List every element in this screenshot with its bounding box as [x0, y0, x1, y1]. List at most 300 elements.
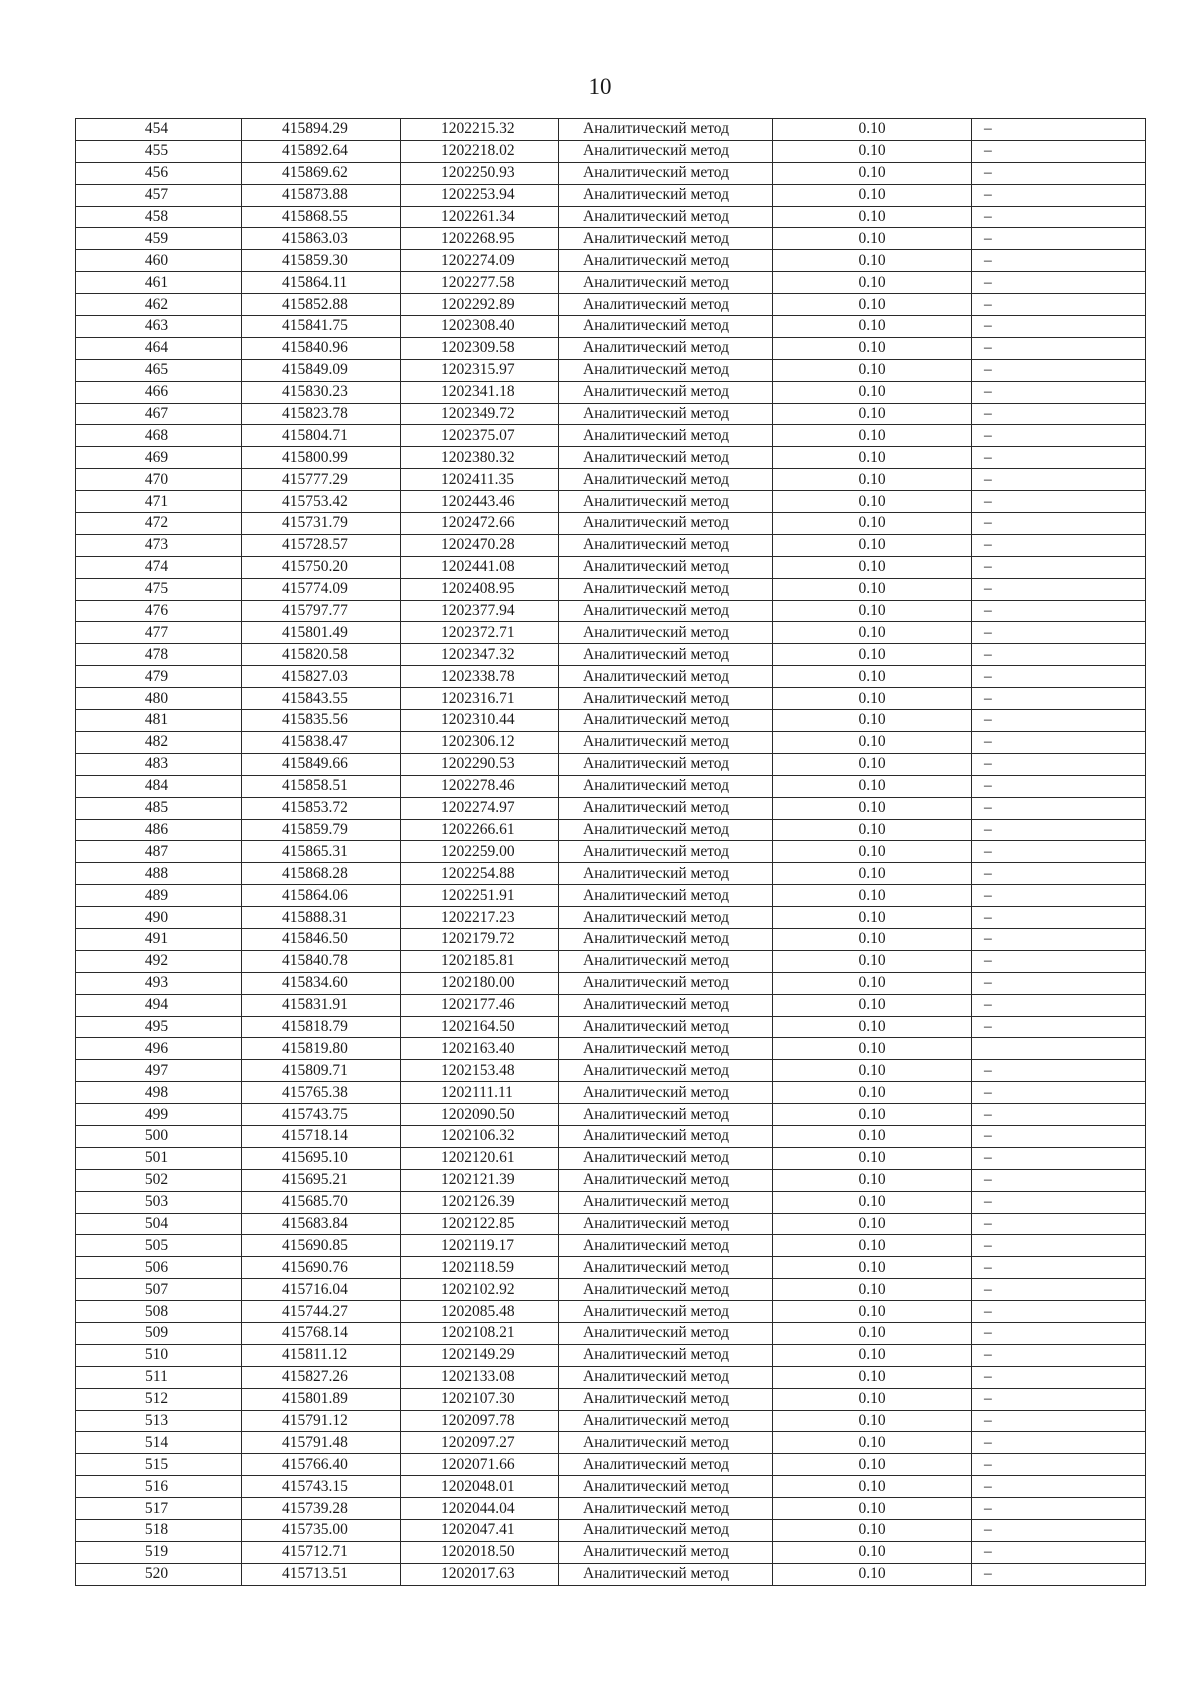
x-coordinate-cell: 415892.64 [242, 140, 401, 162]
y-coordinate-cell: 1202308.40 [401, 316, 559, 338]
x-coordinate-cell: 415718.14 [242, 1125, 401, 1147]
accuracy-cell: 0.10 [773, 140, 972, 162]
method-cell: Аналитический метод [559, 381, 773, 403]
x-coordinate-cell: 415690.85 [242, 1235, 401, 1257]
method-cell: Аналитический метод [559, 140, 773, 162]
accuracy-cell: 0.10 [773, 228, 972, 250]
x-coordinate-cell: 415841.75 [242, 316, 401, 338]
y-coordinate-cell: 1202097.78 [401, 1410, 559, 1432]
y-coordinate-cell: 1202218.02 [401, 140, 559, 162]
note-cell: – [972, 1476, 1146, 1498]
method-cell: Аналитический метод [559, 797, 773, 819]
note-cell: – [972, 140, 1146, 162]
x-coordinate-cell: 415744.27 [242, 1301, 401, 1323]
point-number-cell: 462 [76, 294, 242, 316]
note-cell: – [972, 928, 1146, 950]
point-number-cell: 501 [76, 1147, 242, 1169]
method-cell: Аналитический метод [559, 1104, 773, 1126]
accuracy-cell: 0.10 [773, 1388, 972, 1410]
accuracy-cell: 0.10 [773, 1257, 972, 1279]
accuracy-cell: 0.10 [773, 513, 972, 535]
x-coordinate-cell: 415834.60 [242, 972, 401, 994]
table-row [76, 425, 1146, 447]
x-coordinate-cell: 415797.77 [242, 600, 401, 622]
accuracy-cell: 0.10 [773, 797, 972, 819]
table-row [76, 1235, 1146, 1257]
accuracy-cell: 0.10 [773, 863, 972, 885]
accuracy-cell: 0.10 [773, 666, 972, 688]
accuracy-cell: 0.10 [773, 491, 972, 513]
method-cell: Аналитический метод [559, 119, 773, 141]
point-number-cell: 496 [76, 1038, 242, 1060]
table-row [76, 1388, 1146, 1410]
accuracy-cell: 0.10 [773, 1038, 972, 1060]
note-cell: – [972, 447, 1146, 469]
accuracy-cell: 0.10 [773, 1213, 972, 1235]
note-cell: – [972, 1410, 1146, 1432]
method-cell: Аналитический метод [559, 162, 773, 184]
point-number-cell: 513 [76, 1410, 242, 1432]
accuracy-cell: 0.10 [773, 1344, 972, 1366]
table-row [76, 1541, 1146, 1563]
y-coordinate-cell: 1202341.18 [401, 381, 559, 403]
x-coordinate-cell: 415818.79 [242, 1016, 401, 1038]
y-coordinate-cell: 1202377.94 [401, 600, 559, 622]
point-number-cell: 463 [76, 316, 242, 338]
table-row [76, 119, 1146, 141]
point-number-cell: 512 [76, 1388, 242, 1410]
note-cell: – [972, 841, 1146, 863]
note-cell: – [972, 1082, 1146, 1104]
table-row [76, 644, 1146, 666]
note-cell: – [972, 1388, 1146, 1410]
accuracy-cell: 0.10 [773, 1147, 972, 1169]
x-coordinate-cell: 415753.42 [242, 491, 401, 513]
x-coordinate-cell: 415695.21 [242, 1169, 401, 1191]
table-row [76, 972, 1146, 994]
method-cell: Аналитический метод [559, 994, 773, 1016]
method-cell: Аналитический метод [559, 972, 773, 994]
accuracy-cell: 0.10 [773, 162, 972, 184]
point-number-cell: 482 [76, 731, 242, 753]
y-coordinate-cell: 1202250.93 [401, 162, 559, 184]
accuracy-cell: 0.10 [773, 272, 972, 294]
table-row [76, 1520, 1146, 1542]
note-cell: – [972, 775, 1146, 797]
point-number-cell: 510 [76, 1344, 242, 1366]
point-number-cell: 457 [76, 184, 242, 206]
x-coordinate-cell: 415864.06 [242, 885, 401, 907]
table-row [76, 797, 1146, 819]
accuracy-cell: 0.10 [773, 1476, 972, 1498]
point-number-cell: 511 [76, 1366, 242, 1388]
x-coordinate-cell: 415791.48 [242, 1432, 401, 1454]
x-coordinate-cell: 415735.00 [242, 1520, 401, 1542]
y-coordinate-cell: 1202274.97 [401, 797, 559, 819]
note-cell: – [972, 162, 1146, 184]
point-number-cell: 454 [76, 119, 242, 141]
note-cell: – [972, 403, 1146, 425]
table-row [76, 272, 1146, 294]
x-coordinate-cell: 415888.31 [242, 907, 401, 929]
note-cell: – [972, 885, 1146, 907]
point-number-cell: 497 [76, 1060, 242, 1082]
y-coordinate-cell: 1202121.39 [401, 1169, 559, 1191]
y-coordinate-cell: 1202215.32 [401, 119, 559, 141]
note-cell: – [972, 1541, 1146, 1563]
x-coordinate-cell: 415809.71 [242, 1060, 401, 1082]
x-coordinate-cell: 415774.09 [242, 578, 401, 600]
x-coordinate-cell: 415683.84 [242, 1213, 401, 1235]
x-coordinate-cell: 415831.91 [242, 994, 401, 1016]
x-coordinate-cell: 415827.03 [242, 666, 401, 688]
y-coordinate-cell: 1202443.46 [401, 491, 559, 513]
table-row [76, 513, 1146, 535]
point-number-cell: 516 [76, 1476, 242, 1498]
y-coordinate-cell: 1202217.23 [401, 907, 559, 929]
note-cell: – [972, 972, 1146, 994]
point-number-cell: 477 [76, 622, 242, 644]
accuracy-cell: 0.10 [773, 994, 972, 1016]
y-coordinate-cell: 1202018.50 [401, 1541, 559, 1563]
accuracy-cell: 0.10 [773, 1322, 972, 1344]
method-cell: Аналитический метод [559, 491, 773, 513]
note-cell: – [972, 1257, 1146, 1279]
x-coordinate-cell: 415873.88 [242, 184, 401, 206]
note-cell: – [972, 337, 1146, 359]
x-coordinate-cell: 415743.75 [242, 1104, 401, 1126]
table-row [76, 885, 1146, 907]
method-cell: Аналитический метод [559, 1541, 773, 1563]
y-coordinate-cell: 1202118.59 [401, 1257, 559, 1279]
method-cell: Аналитический метод [559, 950, 773, 972]
y-coordinate-cell: 1202268.95 [401, 228, 559, 250]
x-coordinate-cell: 415868.55 [242, 206, 401, 228]
table-row [76, 1169, 1146, 1191]
note-cell: – [972, 1432, 1146, 1454]
y-coordinate-cell: 1202106.32 [401, 1125, 559, 1147]
x-coordinate-cell: 415713.51 [242, 1563, 401, 1585]
method-cell: Аналитический метод [559, 1060, 773, 1082]
point-number-cell: 460 [76, 250, 242, 272]
table-row [76, 907, 1146, 929]
method-cell: Аналитический метод [559, 513, 773, 535]
point-number-cell: 506 [76, 1257, 242, 1279]
accuracy-cell: 0.10 [773, 1432, 972, 1454]
x-coordinate-cell: 415849.09 [242, 359, 401, 381]
y-coordinate-cell: 1202119.17 [401, 1235, 559, 1257]
note-cell: – [972, 863, 1146, 885]
table-row [76, 1257, 1146, 1279]
table-row [76, 206, 1146, 228]
note-cell: – [972, 1213, 1146, 1235]
method-cell: Аналитический метод [559, 666, 773, 688]
method-cell: Аналитический метод [559, 1563, 773, 1585]
x-coordinate-cell: 415800.99 [242, 447, 401, 469]
accuracy-cell: 0.10 [773, 775, 972, 797]
x-coordinate-cell: 415743.15 [242, 1476, 401, 1498]
table-row [76, 162, 1146, 184]
accuracy-cell: 0.10 [773, 710, 972, 732]
accuracy-cell: 0.10 [773, 753, 972, 775]
x-coordinate-cell: 415777.29 [242, 469, 401, 491]
note-cell: – [972, 294, 1146, 316]
x-coordinate-cell: 415852.88 [242, 294, 401, 316]
method-cell: Аналитический метод [559, 1235, 773, 1257]
table-row [76, 337, 1146, 359]
note-cell: – [972, 819, 1146, 841]
note-cell: – [972, 184, 1146, 206]
method-cell: Аналитический метод [559, 184, 773, 206]
table-row [76, 841, 1146, 863]
note-cell: – [972, 907, 1146, 929]
y-coordinate-cell: 1202470.28 [401, 534, 559, 556]
method-cell: Аналитический метод [559, 841, 773, 863]
point-number-cell: 461 [76, 272, 242, 294]
method-cell: Аналитический метод [559, 1410, 773, 1432]
note-cell: – [972, 1454, 1146, 1476]
table-row [76, 1038, 1146, 1060]
y-coordinate-cell: 1202111.11 [401, 1082, 559, 1104]
method-cell: Аналитический метод [559, 578, 773, 600]
table-row [76, 710, 1146, 732]
note-cell: – [972, 513, 1146, 535]
accuracy-cell: 0.10 [773, 1016, 972, 1038]
note-cell: – [972, 1520, 1146, 1542]
method-cell: Аналитический метод [559, 1454, 773, 1476]
accuracy-cell: 0.10 [773, 950, 972, 972]
accuracy-cell: 0.10 [773, 1082, 972, 1104]
x-coordinate-cell: 415685.70 [242, 1191, 401, 1213]
x-coordinate-cell: 415859.30 [242, 250, 401, 272]
point-number-cell: 491 [76, 928, 242, 950]
x-coordinate-cell: 415863.03 [242, 228, 401, 250]
accuracy-cell: 0.10 [773, 1498, 972, 1520]
table-row [76, 950, 1146, 972]
point-number-cell: 458 [76, 206, 242, 228]
note-cell: – [972, 381, 1146, 403]
y-coordinate-cell: 1202315.97 [401, 359, 559, 381]
method-cell: Аналитический метод [559, 644, 773, 666]
point-number-cell: 517 [76, 1498, 242, 1520]
point-number-cell: 465 [76, 359, 242, 381]
method-cell: Аналитический метод [559, 250, 773, 272]
note-cell [972, 1038, 1146, 1060]
x-coordinate-cell: 415712.71 [242, 1541, 401, 1563]
x-coordinate-cell: 415868.28 [242, 863, 401, 885]
note-cell: – [972, 1344, 1146, 1366]
point-number-cell: 515 [76, 1454, 242, 1476]
note-cell: – [972, 534, 1146, 556]
note-cell: – [972, 994, 1146, 1016]
y-coordinate-cell: 1202149.29 [401, 1344, 559, 1366]
x-coordinate-cell: 415830.23 [242, 381, 401, 403]
y-coordinate-cell: 1202163.40 [401, 1038, 559, 1060]
point-number-cell: 492 [76, 950, 242, 972]
method-cell: Аналитический метод [559, 1388, 773, 1410]
coordinates-table [75, 118, 1146, 1586]
point-number-cell: 455 [76, 140, 242, 162]
x-coordinate-cell: 415766.40 [242, 1454, 401, 1476]
method-cell: Аналитический метод [559, 206, 773, 228]
method-cell: Аналитический метод [559, 1520, 773, 1542]
method-cell: Аналитический метод [559, 556, 773, 578]
table-row [76, 688, 1146, 710]
method-cell: Аналитический метод [559, 1125, 773, 1147]
table-row [76, 1191, 1146, 1213]
y-coordinate-cell: 1202071.66 [401, 1454, 559, 1476]
y-coordinate-cell: 1202048.01 [401, 1476, 559, 1498]
y-coordinate-cell: 1202185.81 [401, 950, 559, 972]
x-coordinate-cell: 415858.51 [242, 775, 401, 797]
table-row [76, 753, 1146, 775]
table-row [76, 1476, 1146, 1498]
method-cell: Аналитический метод [559, 885, 773, 907]
x-coordinate-cell: 415835.56 [242, 710, 401, 732]
table-row [76, 447, 1146, 469]
table-row [76, 1432, 1146, 1454]
y-coordinate-cell: 1202347.32 [401, 644, 559, 666]
accuracy-cell: 0.10 [773, 841, 972, 863]
accuracy-cell: 0.10 [773, 731, 972, 753]
point-number-cell: 484 [76, 775, 242, 797]
table-row [76, 228, 1146, 250]
note-cell: – [972, 469, 1146, 491]
x-coordinate-cell: 415853.72 [242, 797, 401, 819]
y-coordinate-cell: 1202274.09 [401, 250, 559, 272]
coordinates-table-body [76, 119, 1146, 1586]
method-cell: Аналитический метод [559, 1366, 773, 1388]
accuracy-cell: 0.10 [773, 644, 972, 666]
method-cell: Аналитический метод [559, 1038, 773, 1060]
table-row [76, 1147, 1146, 1169]
x-coordinate-cell: 415728.57 [242, 534, 401, 556]
table-row [76, 316, 1146, 338]
table-row [76, 819, 1146, 841]
note-cell: – [972, 1279, 1146, 1301]
note-cell: – [972, 688, 1146, 710]
method-cell: Аналитический метод [559, 622, 773, 644]
accuracy-cell: 0.10 [773, 1104, 972, 1126]
x-coordinate-cell: 415823.78 [242, 403, 401, 425]
x-coordinate-cell: 415820.58 [242, 644, 401, 666]
note-cell: – [972, 644, 1146, 666]
x-coordinate-cell: 415864.11 [242, 272, 401, 294]
table-row [76, 140, 1146, 162]
accuracy-cell: 0.10 [773, 206, 972, 228]
accuracy-cell: 0.10 [773, 425, 972, 447]
accuracy-cell: 0.10 [773, 1541, 972, 1563]
point-number-cell: 508 [76, 1301, 242, 1323]
point-number-cell: 489 [76, 885, 242, 907]
y-coordinate-cell: 1202097.27 [401, 1432, 559, 1454]
y-coordinate-cell: 1202411.35 [401, 469, 559, 491]
table-row [76, 1082, 1146, 1104]
point-number-cell: 468 [76, 425, 242, 447]
method-cell: Аналитический метод [559, 907, 773, 929]
accuracy-cell: 0.10 [773, 622, 972, 644]
x-coordinate-cell: 415865.31 [242, 841, 401, 863]
y-coordinate-cell: 1202306.12 [401, 731, 559, 753]
point-number-cell: 470 [76, 469, 242, 491]
y-coordinate-cell: 1202253.94 [401, 184, 559, 206]
note-cell: – [972, 1322, 1146, 1344]
note-cell: – [972, 797, 1146, 819]
y-coordinate-cell: 1202133.08 [401, 1366, 559, 1388]
x-coordinate-cell: 415731.79 [242, 513, 401, 535]
x-coordinate-cell: 415838.47 [242, 731, 401, 753]
method-cell: Аналитический метод [559, 272, 773, 294]
x-coordinate-cell: 415894.29 [242, 119, 401, 141]
method-cell: Аналитический метод [559, 447, 773, 469]
x-coordinate-cell: 415716.04 [242, 1279, 401, 1301]
note-cell: – [972, 622, 1146, 644]
point-number-cell: 514 [76, 1432, 242, 1454]
y-coordinate-cell: 1202044.04 [401, 1498, 559, 1520]
y-coordinate-cell: 1202085.48 [401, 1301, 559, 1323]
point-number-cell: 499 [76, 1104, 242, 1126]
point-number-cell: 495 [76, 1016, 242, 1038]
accuracy-cell: 0.10 [773, 316, 972, 338]
note-cell: – [972, 491, 1146, 513]
y-coordinate-cell: 1202179.72 [401, 928, 559, 950]
note-cell: – [972, 1366, 1146, 1388]
accuracy-cell: 0.10 [773, 184, 972, 206]
note-cell: – [972, 1191, 1146, 1213]
method-cell: Аналитический метод [559, 1279, 773, 1301]
y-coordinate-cell: 1202277.58 [401, 272, 559, 294]
note-cell: – [972, 1563, 1146, 1585]
method-cell: Аналитический метод [559, 928, 773, 950]
point-number-cell: 494 [76, 994, 242, 1016]
table-row [76, 775, 1146, 797]
note-cell: – [972, 753, 1146, 775]
method-cell: Аналитический метод [559, 775, 773, 797]
point-number-cell: 474 [76, 556, 242, 578]
x-coordinate-cell: 415801.49 [242, 622, 401, 644]
x-coordinate-cell: 415811.12 [242, 1344, 401, 1366]
table-row [76, 1060, 1146, 1082]
method-cell: Аналитический метод [559, 1016, 773, 1038]
accuracy-cell: 0.10 [773, 1301, 972, 1323]
method-cell: Аналитический метод [559, 819, 773, 841]
accuracy-cell: 0.10 [773, 447, 972, 469]
accuracy-cell: 0.10 [773, 1563, 972, 1585]
method-cell: Аналитический метод [559, 359, 773, 381]
point-number-cell: 479 [76, 666, 242, 688]
point-number-cell: 488 [76, 863, 242, 885]
point-number-cell: 481 [76, 710, 242, 732]
accuracy-cell: 0.10 [773, 885, 972, 907]
note-cell: – [972, 666, 1146, 688]
table-row [76, 1301, 1146, 1323]
accuracy-cell: 0.10 [773, 1366, 972, 1388]
point-number-cell: 487 [76, 841, 242, 863]
note-cell: – [972, 578, 1146, 600]
y-coordinate-cell: 1202278.46 [401, 775, 559, 797]
point-number-cell: 478 [76, 644, 242, 666]
accuracy-cell: 0.10 [773, 381, 972, 403]
y-coordinate-cell: 1202090.50 [401, 1104, 559, 1126]
accuracy-cell: 0.10 [773, 1520, 972, 1542]
point-number-cell: 493 [76, 972, 242, 994]
y-coordinate-cell: 1202120.61 [401, 1147, 559, 1169]
method-cell: Аналитический метод [559, 1082, 773, 1104]
accuracy-cell: 0.10 [773, 250, 972, 272]
x-coordinate-cell: 415690.76 [242, 1257, 401, 1279]
x-coordinate-cell: 415801.89 [242, 1388, 401, 1410]
y-coordinate-cell: 1202126.39 [401, 1191, 559, 1213]
